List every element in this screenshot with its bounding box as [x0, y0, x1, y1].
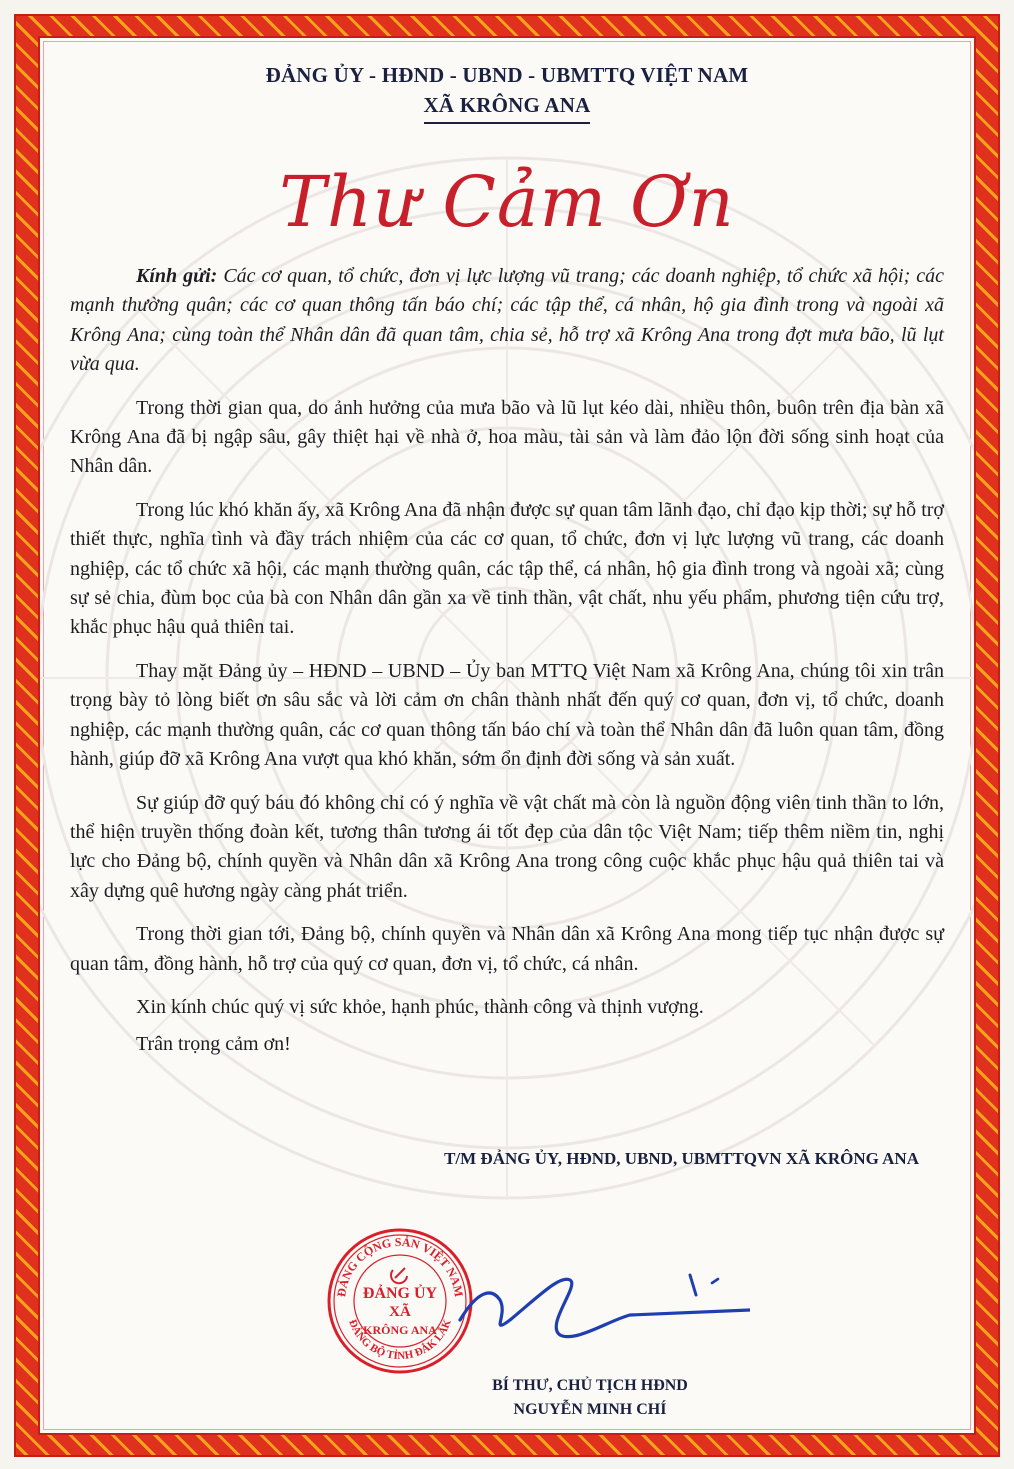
closing-thanks: Trân trọng cảm ơn!: [136, 1033, 291, 1056]
closing-wish: Xin kính chúc quý vị sức khỏe, hạnh phúc, thành công và thịnh vượng.: [136, 995, 704, 1018]
body-paragraph-4: Sự giúp đỡ quý báu đó không chỉ có ý nghĩa về vật chất mà còn là nguồn động viên tinh thần to lớn, thể hiện truyền thống đoàn kết, tương thân tương ái tốt đẹp của dân tộc Việt Nam; tiếp thêm niềm tin, nghị lực cho Đảng bộ, chính quyền và Nhân dân xã Krông Ana trong công cuộc khắc phục hậu quả thiên tai và xây dựng quê hương ngày càng phát triển.: [70, 791, 944, 902]
salutation: [70, 262, 944, 380]
stamp-center-2: XÃ: [389, 1304, 411, 1320]
on-behalf-line: T/M ĐẢNG ỦY, HĐND, UBND, UBMTTQVN XÃ KRÔNG ANA: [444, 1149, 919, 1168]
body-paragraph-2: Trong lúc khó khăn ấy, xã Krông Ana đã nhận được sự quan tâm lãnh đạo, chỉ đạo kịp thời; sự hỗ trợ thiết thực, nghĩa tình và đầy trách nhiệm của các cơ quan, tổ chức, đơn vị lực lượng vũ trang, các doanh nghiệp, các tổ chức xã hội, các mạnh thường quân, các tập thể, cá nhân, hộ gia đình trong và ngoài xã; cùng sự sẻ chia, đùm bọc của bà con Nhân dân gần xa về tinh thần, vật chất, nhu yếu phẩm, phương tiện cứu trợ, khắc phục hậu quả thiên tai.: [70, 498, 944, 639]
body-paragraph-1: Trong thời gian qua, do ảnh hưởng của mưa bão và lũ lụt kéo dài, nhiều thôn, buôn trên địa bàn xã Krông Ana đã bị ngập sâu, gây thiệt hại về nhà ở, hoa màu, tài sản và làm đảo lộn đời sống sinh hoạt của Nhân dân.: [70, 396, 944, 478]
signature-header: [0, 1149, 1014, 1169]
body-paragraph-5: Trong thời gian tới, Đảng bộ, chính quyền và Nhân dân xã Krông Ana mong tiếp tục nhận được sự quan tâm, đồng hành, hỗ trợ của quý cơ quan, đơn vị, tổ chức, cá nhân.: [70, 923, 944, 975]
handwritten-signature: [450, 1265, 750, 1355]
signer-name: NGUYỄN MINH CHÍ: [513, 1401, 667, 1418]
letter-title: Thư Cảm Ơn: [279, 161, 735, 243]
stamp-ring-bottom: ĐẢNG BỘ TỈNH ĐẮK LẮK: [346, 1317, 454, 1363]
salutation-text: Các cơ quan, tổ chức, đơn vị lực lượng vũ trang; các doanh nghiệp, tổ chức xã hội; các mạnh thường quân; các cơ quan thông tấn báo chí; các tập thể, cá nhân, hộ gia đình trong và ngoài xã Krông Ana; cùng toàn thể Nhân dân đã quan tâm, chia sẻ, hỗ trợ xã Krông Ana trong đợt mưa bão, lũ lụt vừa qua.: [70, 265, 944, 376]
header-commune: XÃ KRÔNG ANA: [424, 90, 591, 124]
signer-block: [440, 1374, 740, 1422]
salutation-label: Kính gửi:: [136, 265, 218, 287]
signer-role: BÍ THƯ, CHỦ TỊCH HĐND: [492, 1377, 688, 1394]
stamp-ring-top: ĐẢNG CỘNG SẢN VIỆT NAM: [334, 1234, 467, 1298]
stamp-center-3: KRÔNG ANA: [363, 1323, 437, 1337]
letter-content: [70, 60, 944, 1068]
body-paragraph-3: Thay mặt Đảng ủy – HĐND – UBND – Ủy ban MTTQ Việt Nam xã Krông Ana, chúng tôi xin trân trọng bày tỏ lòng biết ơn sâu sắc và lời cảm ơn chân thành nhất đến quý cơ quan, đơn vị, tổ chức, doanh nghiệp, các mạnh thường quân, các cơ quan thông tấn báo chí và toàn thể Nhân dân đã luôn quan tâm, đồng hành, giúp đỡ xã Krông Ana vượt qua khó khăn, sớm ổn định đời sống và sản xuất.: [70, 659, 944, 771]
header-organizations: ĐẢNG ỦY - HĐND - UBND - UBMTTQ VIỆT NAM: [265, 63, 749, 87]
hammer-sickle-icon: [391, 1268, 407, 1283]
stamp-center-1: ĐẢNG ỦY: [362, 1285, 438, 1302]
letter-header: [70, 60, 944, 124]
